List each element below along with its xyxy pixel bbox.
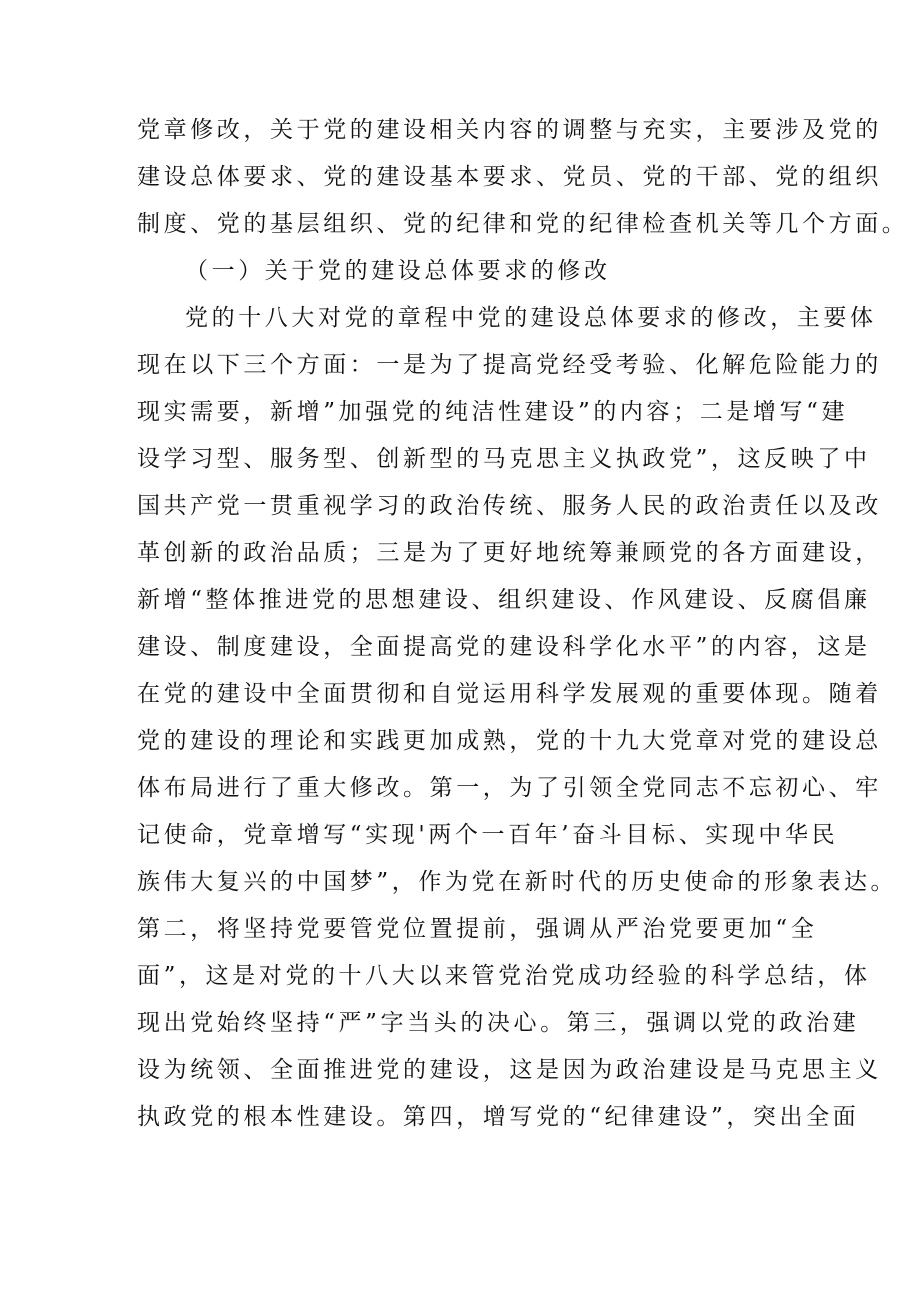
paragraph-line: 党章修改，关于党的建设相关内容的调整与充实，主要涉及党的 — [137, 117, 882, 143]
paragraph-line: 设为统领、全面推进党的建设，这是因为政治建设是马克思主义 — [137, 1057, 882, 1083]
paragraph-line: 执政党的根本性建设。第四，增写党的“纪律建设”，突出全面 — [137, 1104, 860, 1130]
paragraph-line: 建设、制度建设，全面提高党的建设科学化水平”的内容，这是 — [137, 634, 871, 660]
paragraph-line: 体布局进行了重大修改。第一，为了引领全党同志不忘初心、牢 — [137, 775, 882, 801]
paragraph-line: 在党的建设中全面贯彻和自觉运用科学发展观的重要体现。随着 — [137, 681, 882, 707]
paragraph-line: 面”，这是对党的十八大以来管党治党成功经验的科学总结，体 — [137, 963, 871, 989]
paragraph-line: 党的建设的理论和实践更加成熟，党的十九大党章对党的建设总 — [137, 728, 882, 754]
paragraph-line: 第二，将坚持党要管党位置提前，强调从严治党要更加“全 — [137, 916, 818, 942]
paragraph-line: 现实需要，新增”加强党的纯洁性建设”的内容；二是增写“建 — [137, 399, 849, 425]
paragraph-line: 现在以下三个方面：一是为了提高党经受考验、化解危险能力的 — [137, 352, 882, 378]
paragraph-line: 记使命，党章增写“实现'两个一百年’奋斗目标、实现中华民 — [137, 822, 839, 848]
paragraph-line: 建设总体要求、党的建设基本要求、党员、党的干部、党的组织 — [137, 164, 882, 190]
paragraph-line: 族伟大复兴的中国梦”，作为党在新时代的历史使命的形象表达。 — [137, 869, 898, 895]
paragraph-line: 国共产党一贯重视学习的政治传统、服务人民的政治责任以及改 — [137, 493, 882, 519]
paragraph-line: 革创新的政治品质；三是为了更好地统筹兼顾党的各方面建设， — [137, 540, 882, 566]
paragraph-line: 新增“整体推进党的思想建设、组织建设、作风建设、反腐倡廉 — [137, 587, 871, 613]
section-heading: （一）关于党的建设总体要求的修改 — [185, 258, 611, 284]
paragraph-line: 现出党始终坚持“严”字当头的决心。第三，强调以党的政治建 — [137, 1010, 860, 1036]
paragraph-line: 党的十八大对党的章程中党的建设总体要求的修改，主要体 — [185, 305, 877, 331]
paragraph-line: 制度、党的基层组织、党的纪律和党的纪律检查机关等几个方面。 — [137, 211, 909, 237]
paragraph-line: 设学习型、服务型、创新型的马克思主义执政党”，这反映了中 — [137, 446, 871, 472]
